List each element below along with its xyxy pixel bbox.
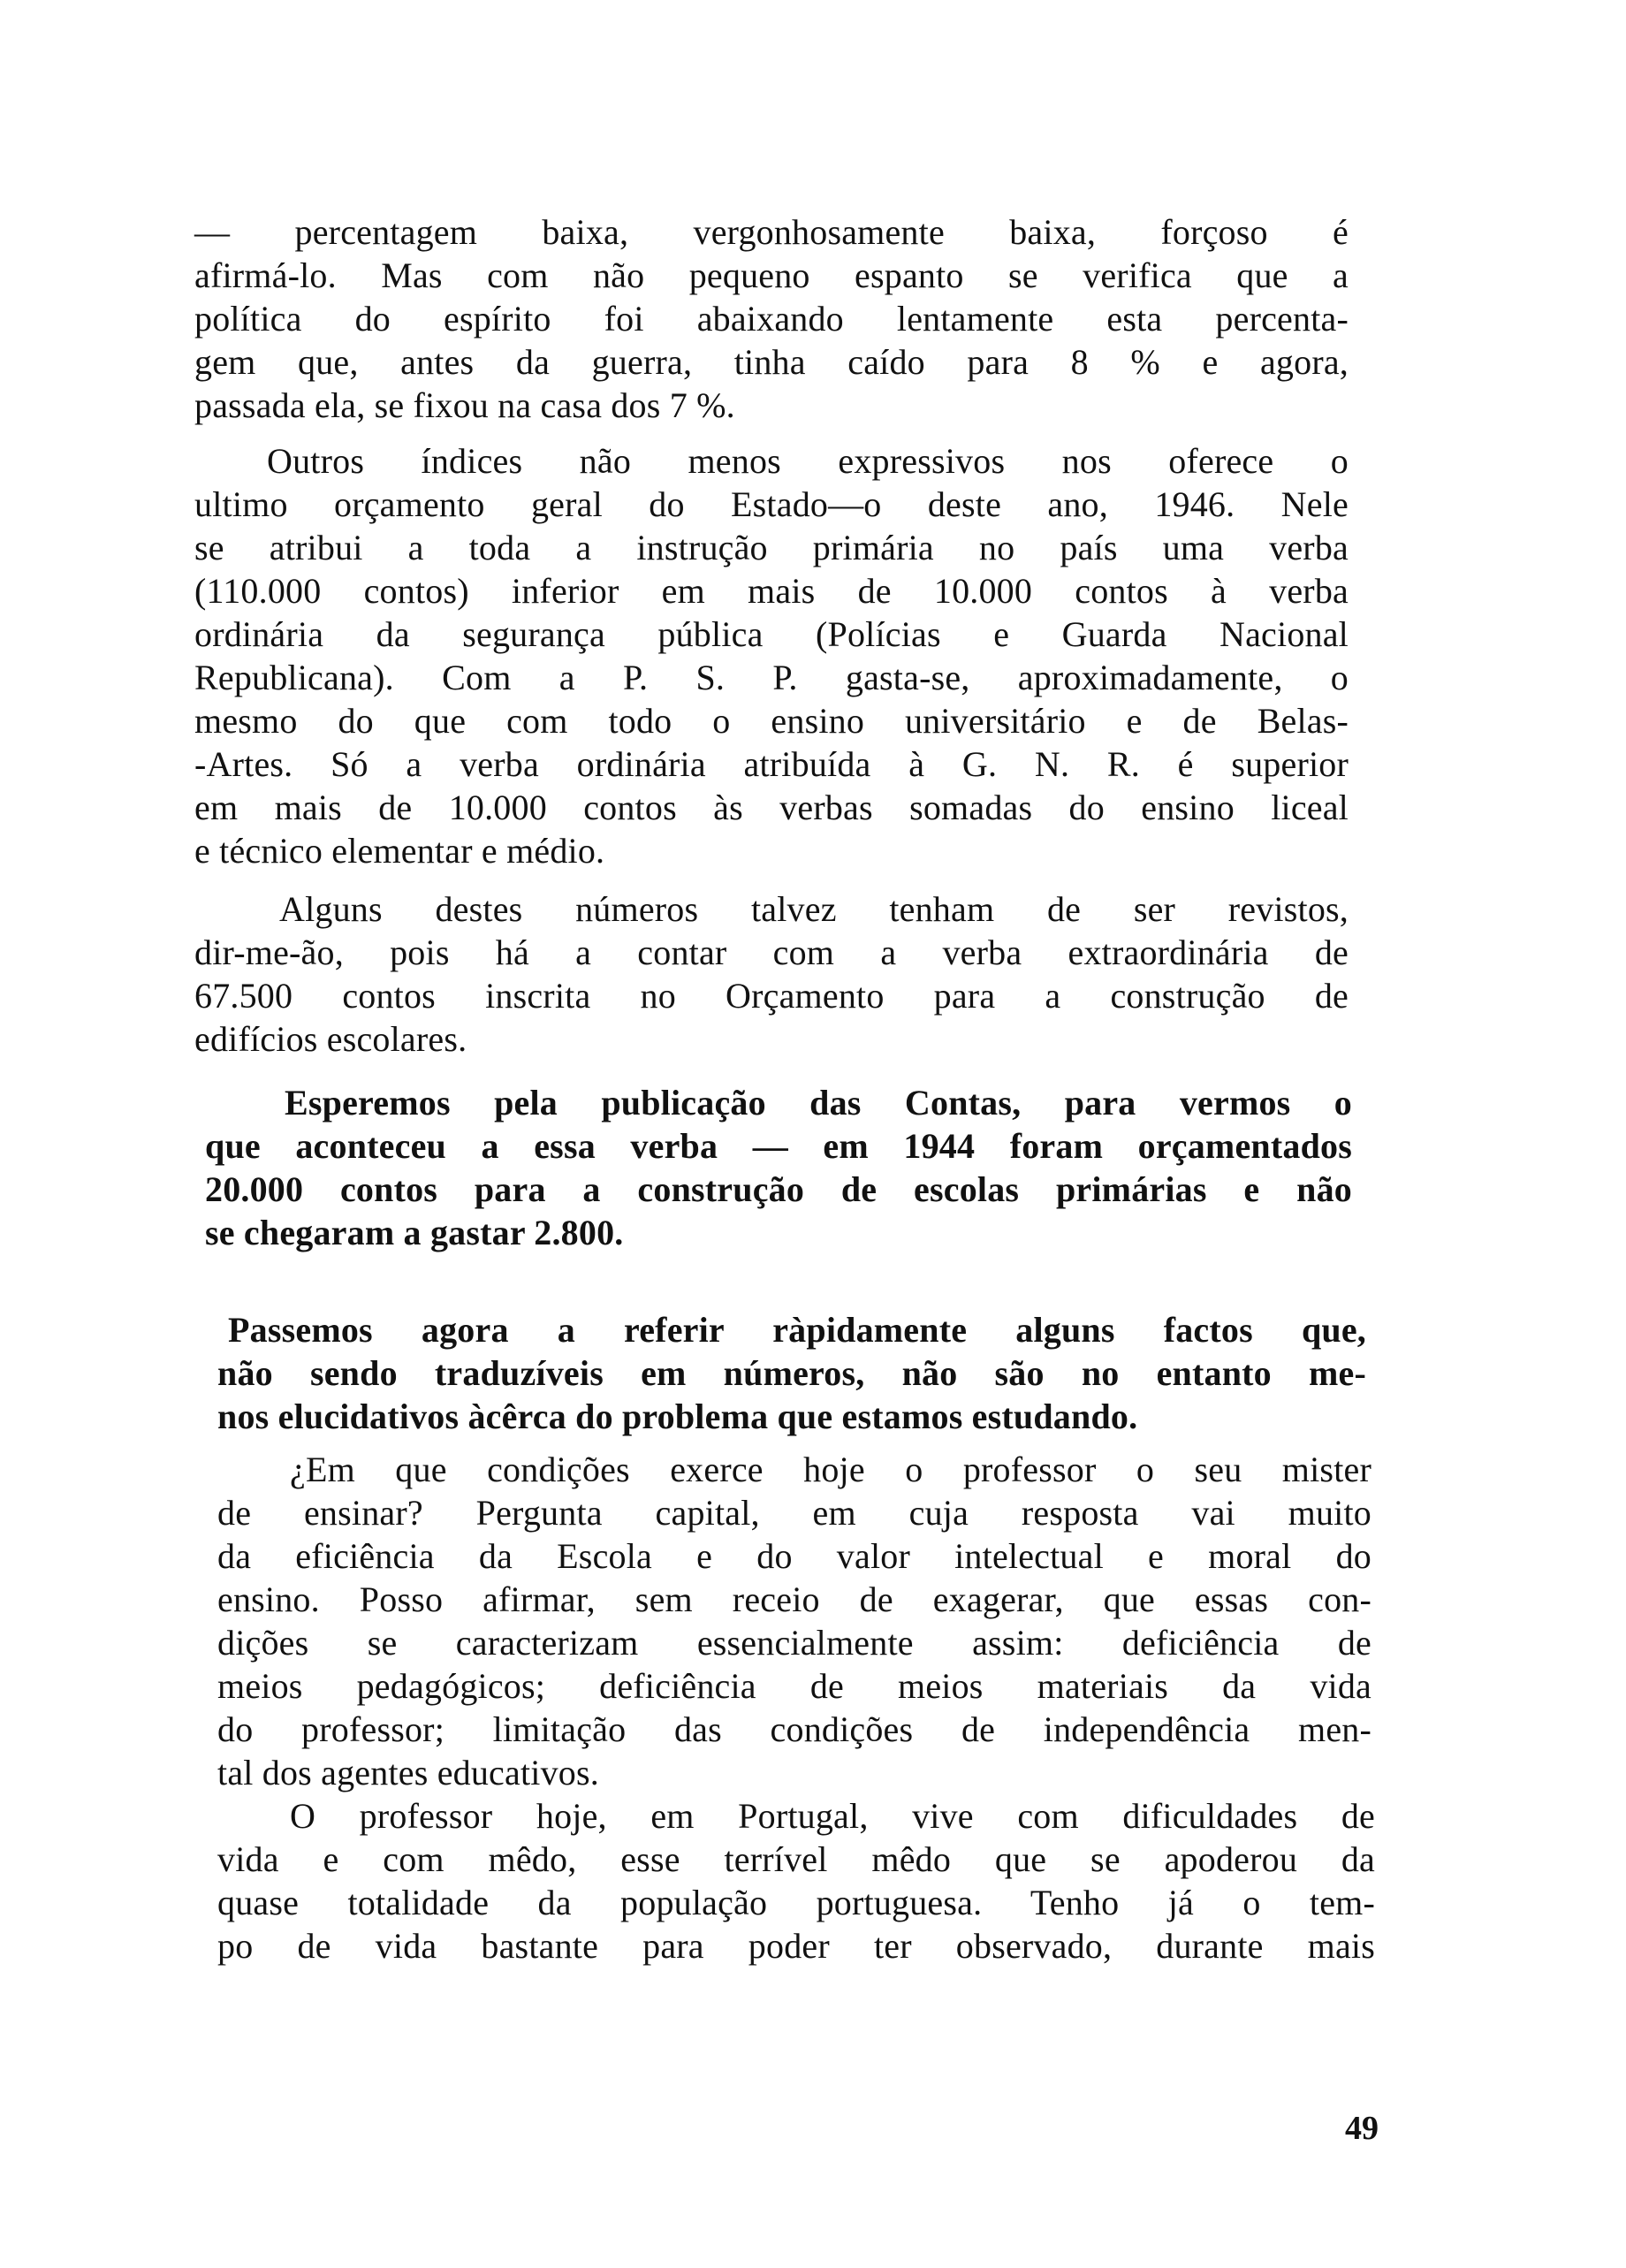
text-line: nos elucidativos àcêrca do problema que estamos estudando. [217, 1397, 1138, 1436]
text-line: Republicana). Com a P. S. P. gasta-se, aproximadamente, o [194, 658, 1349, 697]
page-number: 49 [1345, 2110, 1379, 2147]
paragraph-6 [217, 1448, 1371, 1794]
text-line: vida e com mêdo, esse terrível mêdo que se apoderou da [217, 1839, 1375, 1879]
text-line: Alguns destes números talvez tenham de ser revistos, [279, 889, 1349, 929]
text-line: ordinária da segurança pública (Polícias e Guarda Nacional [194, 614, 1349, 654]
paragraph-2 [194, 439, 1349, 872]
paragraph-3 [194, 887, 1349, 1061]
text-line: em mais de 10.000 contos às verbas somadas do ensino liceal [194, 788, 1349, 827]
text-line: da eficiência da Escola e do valor intelectual e moral do [217, 1536, 1371, 1576]
text-line: dições se caracterizam essencialmente assim: deficiência de [217, 1623, 1371, 1663]
text-line: Outros índices não menos expressivos nos oferece o [267, 441, 1349, 481]
paragraph-7 [217, 1794, 1375, 1967]
text-line: dir-me-ão, pois há a contar com a verba extraordinária de [194, 932, 1349, 972]
text-line: 20.000 contos para a construção de escolas primárias e não [205, 1169, 1352, 1209]
text-line: 67.500 contos inscrita no Orçamento para a construção de [194, 976, 1349, 1016]
text-line: O professor hoje, em Portugal, vive com dificuldades de [290, 1796, 1375, 1836]
text-line: ¿Em que condições exerce hoje o professor o seu mister [290, 1450, 1371, 1489]
text-line: quase totalidade da população portuguesa. Tenho já o tem- [217, 1883, 1375, 1922]
paragraph-5 [217, 1308, 1366, 1438]
text-line: ensino. Posso afirmar, sem receio de exagerar, que essas con- [217, 1579, 1371, 1619]
text-line: ultimo orçamento geral do Estado—o deste ano, 1946. Nele [194, 484, 1349, 524]
text-line: mesmo do que com todo o ensino universitário e de Belas- [194, 701, 1349, 741]
text-line: se atribui a toda a instrução primária no país uma verba [194, 528, 1349, 567]
paragraph-1 [194, 210, 1349, 427]
text-line: tal dos agentes educativos. [217, 1753, 599, 1792]
text-line: passada ela, se fixou na casa dos 7 %. [194, 385, 735, 425]
text-line: se chegaram a gastar 2.800. [205, 1213, 624, 1252]
text-line: Esperemos pela publicação das Contas, para vermos o [285, 1083, 1352, 1123]
text-line: po de vida bastante para poder ter observado, durante mais [217, 1926, 1375, 1966]
paragraph-4 [205, 1081, 1352, 1254]
text-line: e técnico elementar e médio. [194, 831, 605, 871]
text-line: — percentagem baixa, vergonhosamente baixa, forçoso é [194, 212, 1349, 252]
text-line: afirmá-lo. Mas com não pequeno espanto se verifica que a [194, 255, 1349, 295]
text-line: política do espírito foi abaixando lentamente esta percenta- [194, 299, 1349, 339]
text-line: -Artes. Só a verba ordinária atribuída à G. N. R. é superior [194, 744, 1349, 784]
text-line: que aconteceu a essa verba — em 1944 foram orçamentados [205, 1126, 1352, 1166]
text-line: gem que, antes da guerra, tinha caído para 8 % e agora, [194, 342, 1349, 382]
text-line: de ensinar? Pergunta capital, em cuja resposta vai muito [217, 1493, 1371, 1533]
text-line: do professor; limitação das condições de independência men- [217, 1709, 1371, 1749]
text-line: não sendo traduzíveis em números, não são no entanto me- [217, 1353, 1366, 1393]
text-line: Passemos agora a referir ràpidamente alguns factos que, [228, 1310, 1366, 1350]
text-line: (110.000 contos) inferior em mais de 10.000 contos à verba [194, 571, 1349, 611]
text-line: meios pedagógicos; deficiência de meios materiais da vida [217, 1666, 1371, 1706]
text-line: edifícios escolares. [194, 1019, 467, 1059]
